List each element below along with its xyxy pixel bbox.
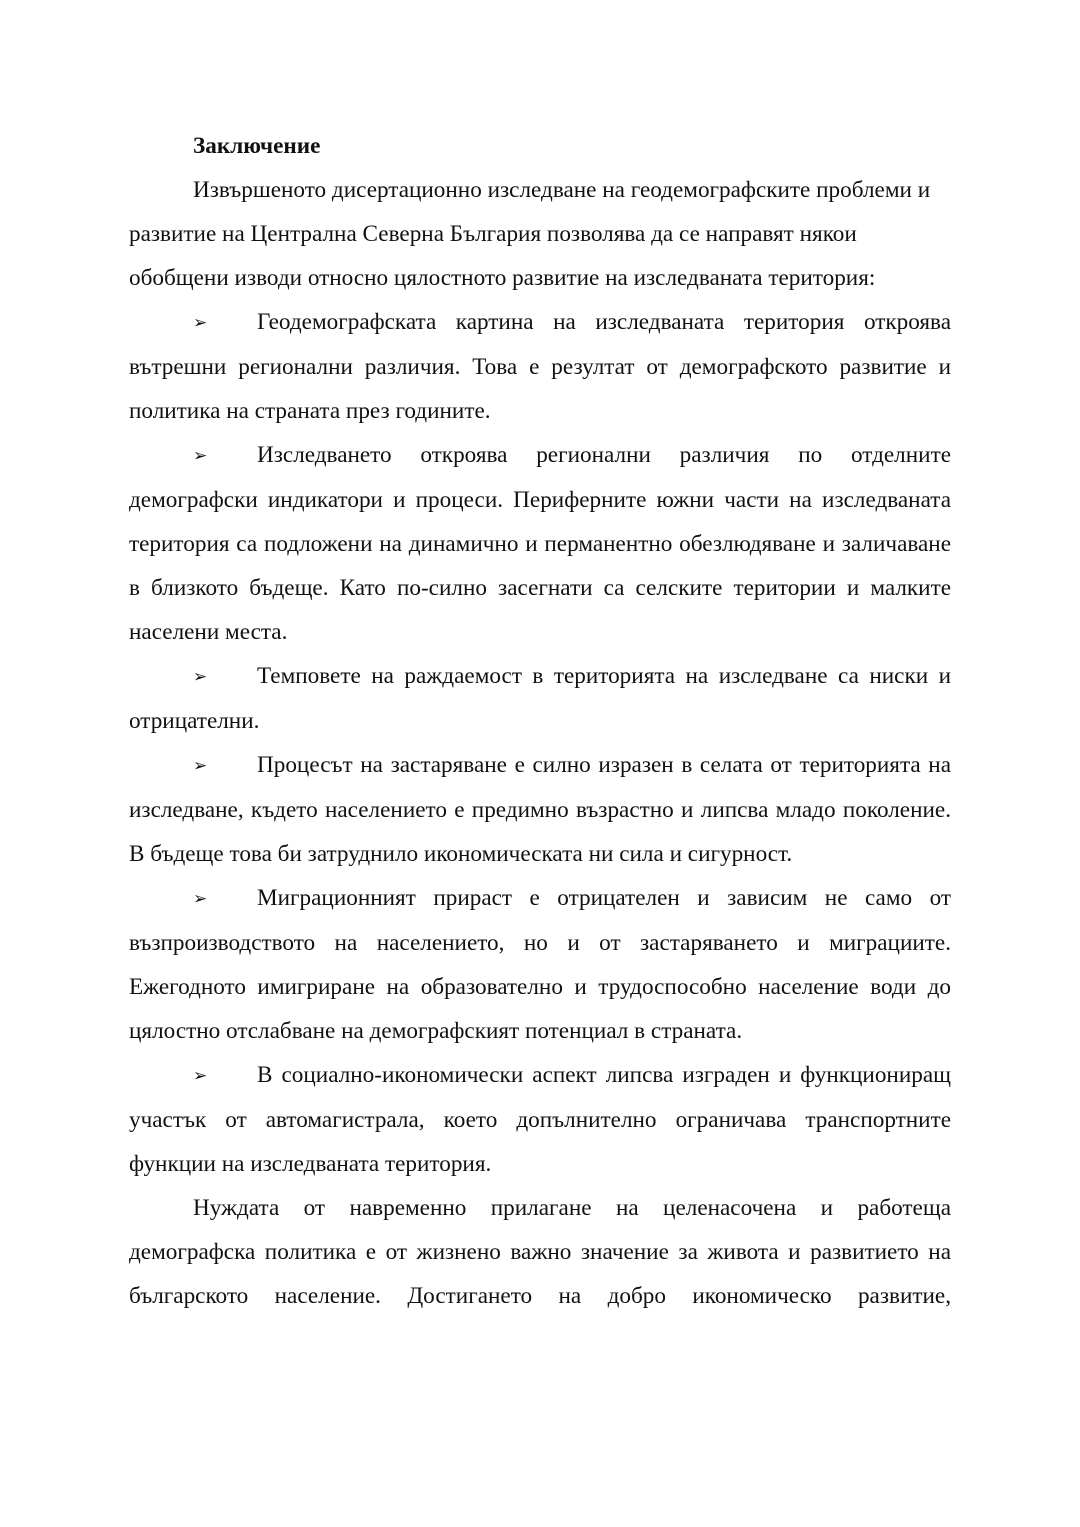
bullet-item-4 bbox=[129, 743, 951, 876]
bullet-item-5 bbox=[129, 876, 951, 1053]
bullet-item-2 bbox=[129, 433, 951, 654]
bullet-text: Темповете на раждаемост в територията на изследване са ниски и отрицателни. bbox=[129, 663, 951, 734]
arrow-bullet-icon: ➢ bbox=[193, 667, 208, 687]
section-heading: Заключение bbox=[193, 133, 321, 159]
arrow-bullet-icon: ➢ bbox=[193, 889, 208, 909]
bullet-text: Изследването откроява регионални различия по отделните демографски индикатори и процеси. Периферните южни части на изследваната територия са подложени на динамично и перманентно обезлюдяване и заличаване в близкото бъдеще. Като по-силно засегнати са селските територии и малките населени места. bbox=[129, 442, 951, 645]
arrow-bullet-icon: ➢ bbox=[193, 313, 208, 333]
arrow-bullet-icon: ➢ bbox=[193, 1066, 208, 1086]
bullet-text: Миграционният прираст е отрицателен и зависим не само от възпроизводството на населението, но и от застаряването и миграциите. Ежегодното имигриране на образователно и трудоспособно население води до цялостно отслабване на демографският потенциал в страната. bbox=[129, 885, 951, 1044]
bullet-text: Геодемографската картина на изследваната територия откроява вътрешни регионални различия. Това е резултат от демографското развитие и политика на страната през годините. bbox=[129, 309, 951, 424]
bullet-text: Процесът на застаряване е силно изразен в селата от територията на изследване, където населението е предимно възрастно и липсва младо поколение. В бъдеще това би затруднило икономическата ни сила и сигурност. bbox=[129, 752, 951, 867]
bullet-item-6 bbox=[129, 1053, 951, 1186]
final-paragraph: Нуждата от навременно прилагане на целенасочена и работеща демографска политика е от жизнено важно значение за живота и развитието на българското население. Достигането на добро икономическо развитие, bbox=[129, 1195, 951, 1309]
arrow-bullet-icon: ➢ bbox=[193, 756, 208, 776]
document-body bbox=[129, 124, 951, 1318]
bullet-item-1 bbox=[129, 300, 951, 433]
intro-paragraph: Извършеното дисертационно изследване на геодемографските проблеми и развитие на Централна Северна България позволява да се направят някои обобщени изводи относно цялостното развитие на изследваната територия: bbox=[129, 177, 931, 291]
bullet-item-3 bbox=[129, 654, 951, 743]
bullet-text: В социално-икономически аспект липсва изграден и функциониращ участък от автомагистрала, което допълнително ограничава транспортните функции на изследваната територия. bbox=[129, 1062, 951, 1177]
arrow-bullet-icon: ➢ bbox=[193, 446, 208, 466]
